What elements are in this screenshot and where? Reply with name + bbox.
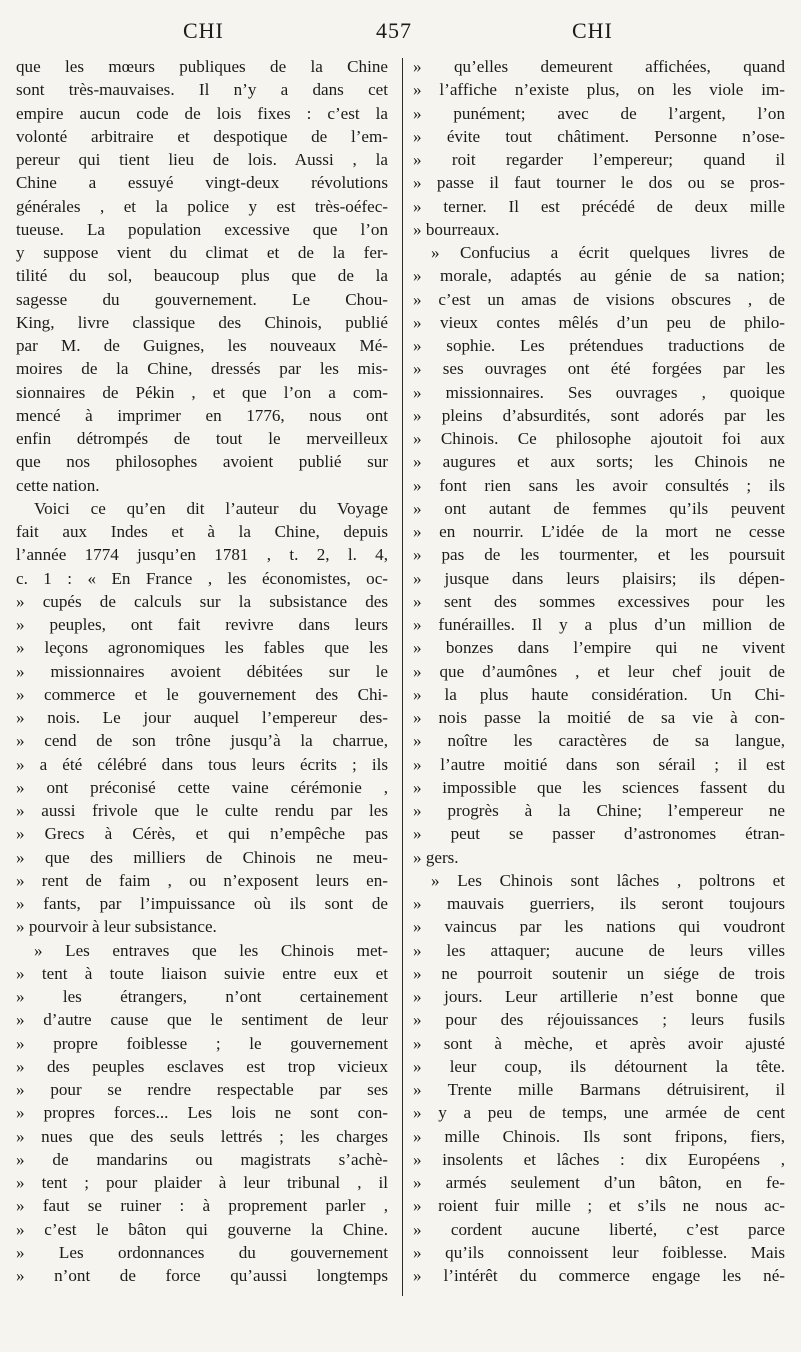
text-line: » d’autre cause que le sentiment de leur: [16, 1010, 388, 1030]
text-line: » gers.: [413, 847, 459, 867]
text-line: » mille Chinois. Ils sont fripons, fiers,: [413, 1126, 785, 1146]
text-line: moires de la Chine, dressés par les mis-: [16, 359, 388, 379]
column-divider: [402, 58, 403, 1296]
right-column: [413, 55, 785, 1287]
left-column: [16, 55, 388, 1287]
text-line: » tent à toute liaison suivie entre eux et: [16, 963, 388, 983]
text-line: » Les entraves que les Chinois met-: [34, 940, 388, 960]
text-line: volonté arbitraire et despotique de l’em-: [16, 126, 388, 146]
text-line: » missionnaires. Ses ouvrages , quoique: [413, 382, 785, 402]
text-line: » roient fuir mille ; et s’ils ne nous ac-: [413, 1196, 785, 1216]
text-line: » missionnaires avoient débitées sur le: [16, 661, 388, 681]
text-line: » pour se rendre respectable par ses: [16, 1080, 388, 1099]
text-line: » leur coup, ils détournent la tête.: [413, 1056, 785, 1076]
text-line: empire aucun code de lois fixes : c’est la: [16, 103, 388, 123]
text-line: » des peuples esclaves est trop vicieux: [16, 1056, 388, 1076]
text-line: » l’affiche n’existe plus, on les viole im-: [413, 80, 785, 100]
text-line: » passe il faut tourner le dos ou se pros-: [413, 173, 785, 193]
text-line: » vieux contes mêlés d’un peu de philo-: [413, 312, 785, 332]
text-line: » sophie. Les prétendues traductions de: [413, 336, 785, 355]
text-line: » qu’ils connoissent leur foiblesse. Mais: [413, 1242, 785, 1262]
text-line: » nois. Le jour auquel l’empereur des-: [16, 708, 388, 727]
text-line: sont très-mauvaises. Il n’y a dans cet: [16, 80, 388, 100]
text-line: » fants, par l’impuissance où ils sont de: [16, 894, 388, 913]
text-line: » cupés de calculs sur la subsistance des: [16, 591, 388, 611]
text-line: » roit regarder l’empereur; quand il: [413, 150, 785, 169]
text-line: » n’ont de force qu’aussi longtemps: [16, 1266, 388, 1285]
text-line: King, livre classique des Chinois, publié: [16, 312, 388, 332]
text-line: » pas de les tourmenter, et les poursuit: [413, 545, 785, 565]
text-line: » leçons agronomiques les fables que les: [16, 638, 388, 658]
text-line: » l’autre moitié dans son sérail ; il est: [413, 754, 785, 774]
text-line: » les attaquer; aucune de leurs villes: [413, 940, 785, 960]
text-line: que les mœurs publiques de la Chine: [16, 57, 388, 76]
text-line: » sent des sommes excessives pour les: [413, 591, 785, 611]
text-line: générales , et la police y est très-oéfec-: [16, 196, 388, 216]
text-line: » armés seulement d’un bâton, en fe-: [413, 1173, 785, 1192]
text-line: » que des milliers de Chinois ne meu-: [16, 847, 388, 867]
text-line: » tent ; pour plaider à leur tribunal , il: [16, 1173, 388, 1192]
text-line: » vaincus par les nations qui voudront: [413, 917, 785, 937]
text-line: » Confucius a écrit quelques livres de: [431, 243, 785, 262]
text-line: pereur qui tient lieu de lois. Aussi , la: [16, 150, 388, 169]
text-line: fait aux Indes et à la Chine, depuis: [16, 522, 388, 541]
text-line: que nos philosophes avoient publié sur: [16, 452, 388, 472]
text-line: » l’intérêt du commerce engage les né-: [413, 1266, 785, 1285]
text-line: » les étrangers, n’ont certainement: [16, 987, 388, 1006]
text-line: » augures et aux sorts; les Chinois ne: [413, 452, 785, 472]
text-line: » nues que des seuls lettrés ; les charges: [16, 1126, 388, 1146]
text-line: tilité du sol, beaucoup plus que de la: [16, 266, 388, 286]
text-line: Chine a essuyé vingt-deux révolutions: [16, 173, 388, 193]
text-line: » la plus haute considération. Un Chi-: [413, 684, 785, 704]
text-line: » ses ouvrages ont été forgées par les: [413, 359, 785, 379]
text-line: » morale, adaptés au génie de sa nation;: [413, 266, 785, 286]
page-number: 457: [376, 18, 412, 43]
text-line: » rent de faim , ou n’exposent leurs en-: [16, 870, 388, 890]
text-line: » punément; avec de l’argent, l’on: [413, 103, 785, 123]
text-line: » progrès à la Chine; l’empereur ne: [413, 801, 785, 820]
text-line: » pour des réjouissances ; leurs fusils: [413, 1010, 785, 1030]
text-line: » cend de son trône jusqu’à la charrue,: [16, 731, 388, 751]
running-header: [0, 18, 801, 48]
text-line: enfin détrompés de tout le merveilleux: [16, 429, 388, 448]
text-line: » impossible que les sciences fassent du: [413, 777, 785, 797]
text-line: sagesse du gouvernement. Le Chou-: [16, 289, 388, 309]
text-line: » y a peu de temps, une armée de cent: [413, 1103, 785, 1123]
text-line: » a été célébré dans tous leurs écrits ; ils: [16, 754, 388, 774]
text-line: » ont préconisé cette vaine cérémonie ,: [16, 777, 388, 797]
text-line: » c’est le bâton qui gouverne la Chine.: [16, 1219, 388, 1239]
text-line: » peuples, ont fait revivre dans leurs: [16, 615, 388, 634]
text-line: » sont à mèche, et après avoir ajusté: [413, 1033, 785, 1053]
header-left-word: CHI: [183, 18, 224, 43]
text-line: » commerce et le gouvernement des Chi-: [16, 684, 388, 704]
text-line: » font rien sans les avoir consultés ; ils: [413, 475, 785, 495]
text-line: tueuse. La population excessive que l’on: [16, 219, 388, 239]
text-line: » propre foiblesse ; le gouvernement: [16, 1033, 388, 1053]
text-line: » mauvais guerriers, ils seront toujours: [413, 894, 785, 913]
text-line: » aussi frivole que le culte rendu par les: [16, 801, 388, 820]
text-line: » de mandarins ou magistrats s’achè-: [16, 1149, 388, 1169]
text-line: » ont autant de femmes qu’ils peuvent: [413, 498, 785, 518]
text-line: » faut se ruiner : à proprement parler ,: [16, 1196, 388, 1216]
text-line: cette nation.: [16, 475, 100, 495]
text-line: » pourvoir à leur subsistance.: [16, 917, 217, 937]
text-line: » nois passe la moitié de sa vie à con-: [413, 708, 785, 727]
text-line: » en nourrir. L’idée de la mort ne cesse: [413, 522, 785, 541]
text-line: » noître les caractères de sa langue,: [413, 731, 785, 751]
text-line: mencé à imprimer en 1776, nous ont: [16, 405, 388, 425]
text-line: l’année 1774 jusqu’en 1781 , t. 2, l. 4,: [16, 545, 388, 565]
text-line: » Les Chinois sont lâches , poltrons et: [431, 870, 785, 890]
text-line: » Grecs à Cérès, et qui n’empêche pas: [16, 824, 388, 844]
text-line: sionnaires de Pékin , et que l’on a com-: [16, 382, 388, 402]
text-line: » Chinois. Ce philosophe ajoutoit foi aux: [413, 429, 785, 448]
text-line: » insolents et lâches : dix Européens ,: [413, 1149, 785, 1169]
text-line: » bonzes dans l’empire qui ne vivent: [413, 638, 785, 658]
text-line: » que d’aumônes , et leur chef jouit de: [413, 661, 785, 681]
text-line: » Trente mille Barmans détruisirent, il: [413, 1080, 785, 1099]
text-line: par M. de Guignes, les nouveaux Mé-: [16, 336, 388, 355]
text-line: » funérailles. Il y a plus d’un million de: [413, 615, 785, 634]
text-line: y suppose vient du climat et de la fer-: [16, 243, 388, 262]
text-line: » c’est un amas de visions obscures , de: [413, 289, 785, 309]
text-line: » cordent aucune liberté, c’est parce: [413, 1219, 785, 1239]
text-line: » évite tout châtiment. Personne n’ose-: [413, 126, 785, 146]
text-line: » jusque dans leurs plaisirs; ils dépen-: [413, 568, 785, 588]
text-line: » terner. Il est précédé de deux mille: [413, 196, 785, 216]
text-line: c. 1 : « En France , les économistes, oc-: [16, 568, 388, 588]
text-line: » jours. Leur artillerie n’est bonne que: [413, 987, 785, 1006]
text-line: » ne pourroit soutenir un siége de trois: [413, 963, 785, 983]
text-line: » pleins d’absurdités, sont adorés par les: [413, 405, 785, 425]
header-right-word: CHI: [572, 18, 613, 43]
text-line: » peut se passer d’astronomes étran-: [413, 824, 785, 844]
text-line: » Les ordonnances du gouvernement: [16, 1242, 388, 1262]
text-line: » bourreaux.: [413, 219, 500, 239]
text-line: Voici ce qu’en dit l’auteur du Voyage: [34, 498, 388, 518]
text-line: » propres forces... Les lois ne sont con-: [16, 1103, 388, 1123]
text-line: » qu’elles demeurent affichées, quand: [413, 57, 785, 76]
